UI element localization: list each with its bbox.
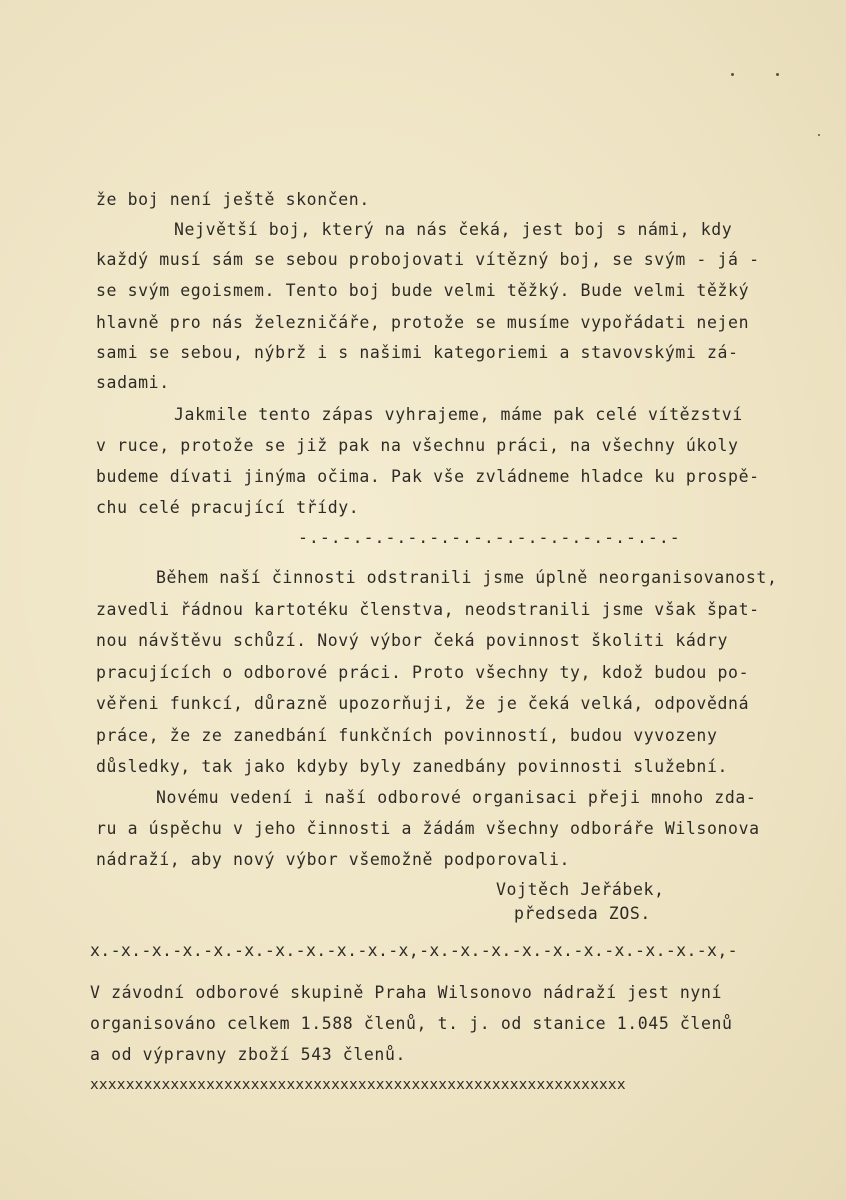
separator-line: xxxxxxxxxxxxxxxxxxxxxxxxxxxxxxxxxxxxxxxxxxxxxxxxxxxxxxxxxxxx	[90, 1077, 626, 1093]
text-line: V závodní odborové skupině Praha Wilsonovo nádraží jest nyní	[90, 983, 723, 1002]
text-line: Největší boj, který na nás čeká, jest boj s námi, kdy	[174, 220, 733, 239]
text-line: že boj není ještě skončen.	[96, 190, 370, 209]
text-line: chu celé pracující třídy.	[96, 498, 360, 517]
text-line: Během naší činnosti odstranili jsme úplně neorganisovanost,	[156, 568, 778, 587]
text-line: a od výpravny zboží 543 členů.	[90, 1045, 407, 1064]
text-line: nou návštěvu schůzí. Nový výbor čeká povinnost školiti kádry	[96, 631, 729, 650]
text-line: nádraží, aby nový výbor všemožně podporovali.	[96, 850, 571, 869]
text-line: v ruce, protože se již pak na všechnu práci, na všechny úkoly	[96, 436, 739, 455]
text-line: věřeni funkcí, důrazně upozorňuji, že je čeká velká, odpovědná	[96, 694, 750, 713]
separator-line: -.-.-.-.-.-.-.-.-.-.-.-.-.-.-.-.-.-	[298, 528, 681, 547]
paper-speck	[818, 134, 820, 136]
signature-title: předseda ZOS.	[514, 904, 651, 923]
text-line: důsledky, tak jako kdyby byly zanedbány povinnosti služební.	[96, 757, 729, 776]
text-line: se svým egoismem. Tento boj bude velmi těžký. Bude velmi těžký	[96, 281, 750, 300]
text-line: práce, že ze zanedbání funkčních povinností, budou vyvozeny	[96, 726, 718, 745]
text-line: organisováno celkem 1.588 členů, t. j. od stanice 1.045 členů	[90, 1014, 733, 1033]
signature-name: Vojtěch Jeřábek,	[496, 880, 665, 899]
text-line: Novému vedení i naší odborové organisaci přeji mnoho zda-	[156, 788, 757, 807]
text-line: zavedli řádnou kartotéku členstva, neodstranili jsme však špat-	[96, 600, 760, 619]
paper-speck	[731, 73, 734, 76]
text-line: pracujících o odborové práci. Proto všechny ty, kdož budou po-	[96, 663, 750, 682]
text-line: Jakmile tento zápas vyhrajeme, máme pak celé vítězství	[174, 405, 743, 424]
text-line: hlavně pro nás železničáře, protože se musíme vypořádati nejen	[96, 313, 750, 332]
text-line: každý musí sám se sebou probojovati vítězný boj, se svým - já -	[96, 250, 760, 269]
text-line: ru a úspěchu v jeho činnosti a žádám všechny odboráře Wilsonova	[96, 819, 760, 838]
text-line: sami se sebou, nýbrž i s našimi kategoriemi a stavovskými zá-	[96, 343, 739, 362]
text-line: budeme dívati jinýma očima. Pak vše zvládneme hladce ku prospě-	[96, 467, 760, 486]
paper-speck	[776, 73, 779, 76]
separator-line: x.-x.-x.-x.-x.-x.-x.-x.-x.-x.-x,-x.-x.-x.-x.-x.-x.-x.-x.-x.-x,-	[90, 941, 738, 960]
text-line: sadami.	[96, 373, 170, 392]
